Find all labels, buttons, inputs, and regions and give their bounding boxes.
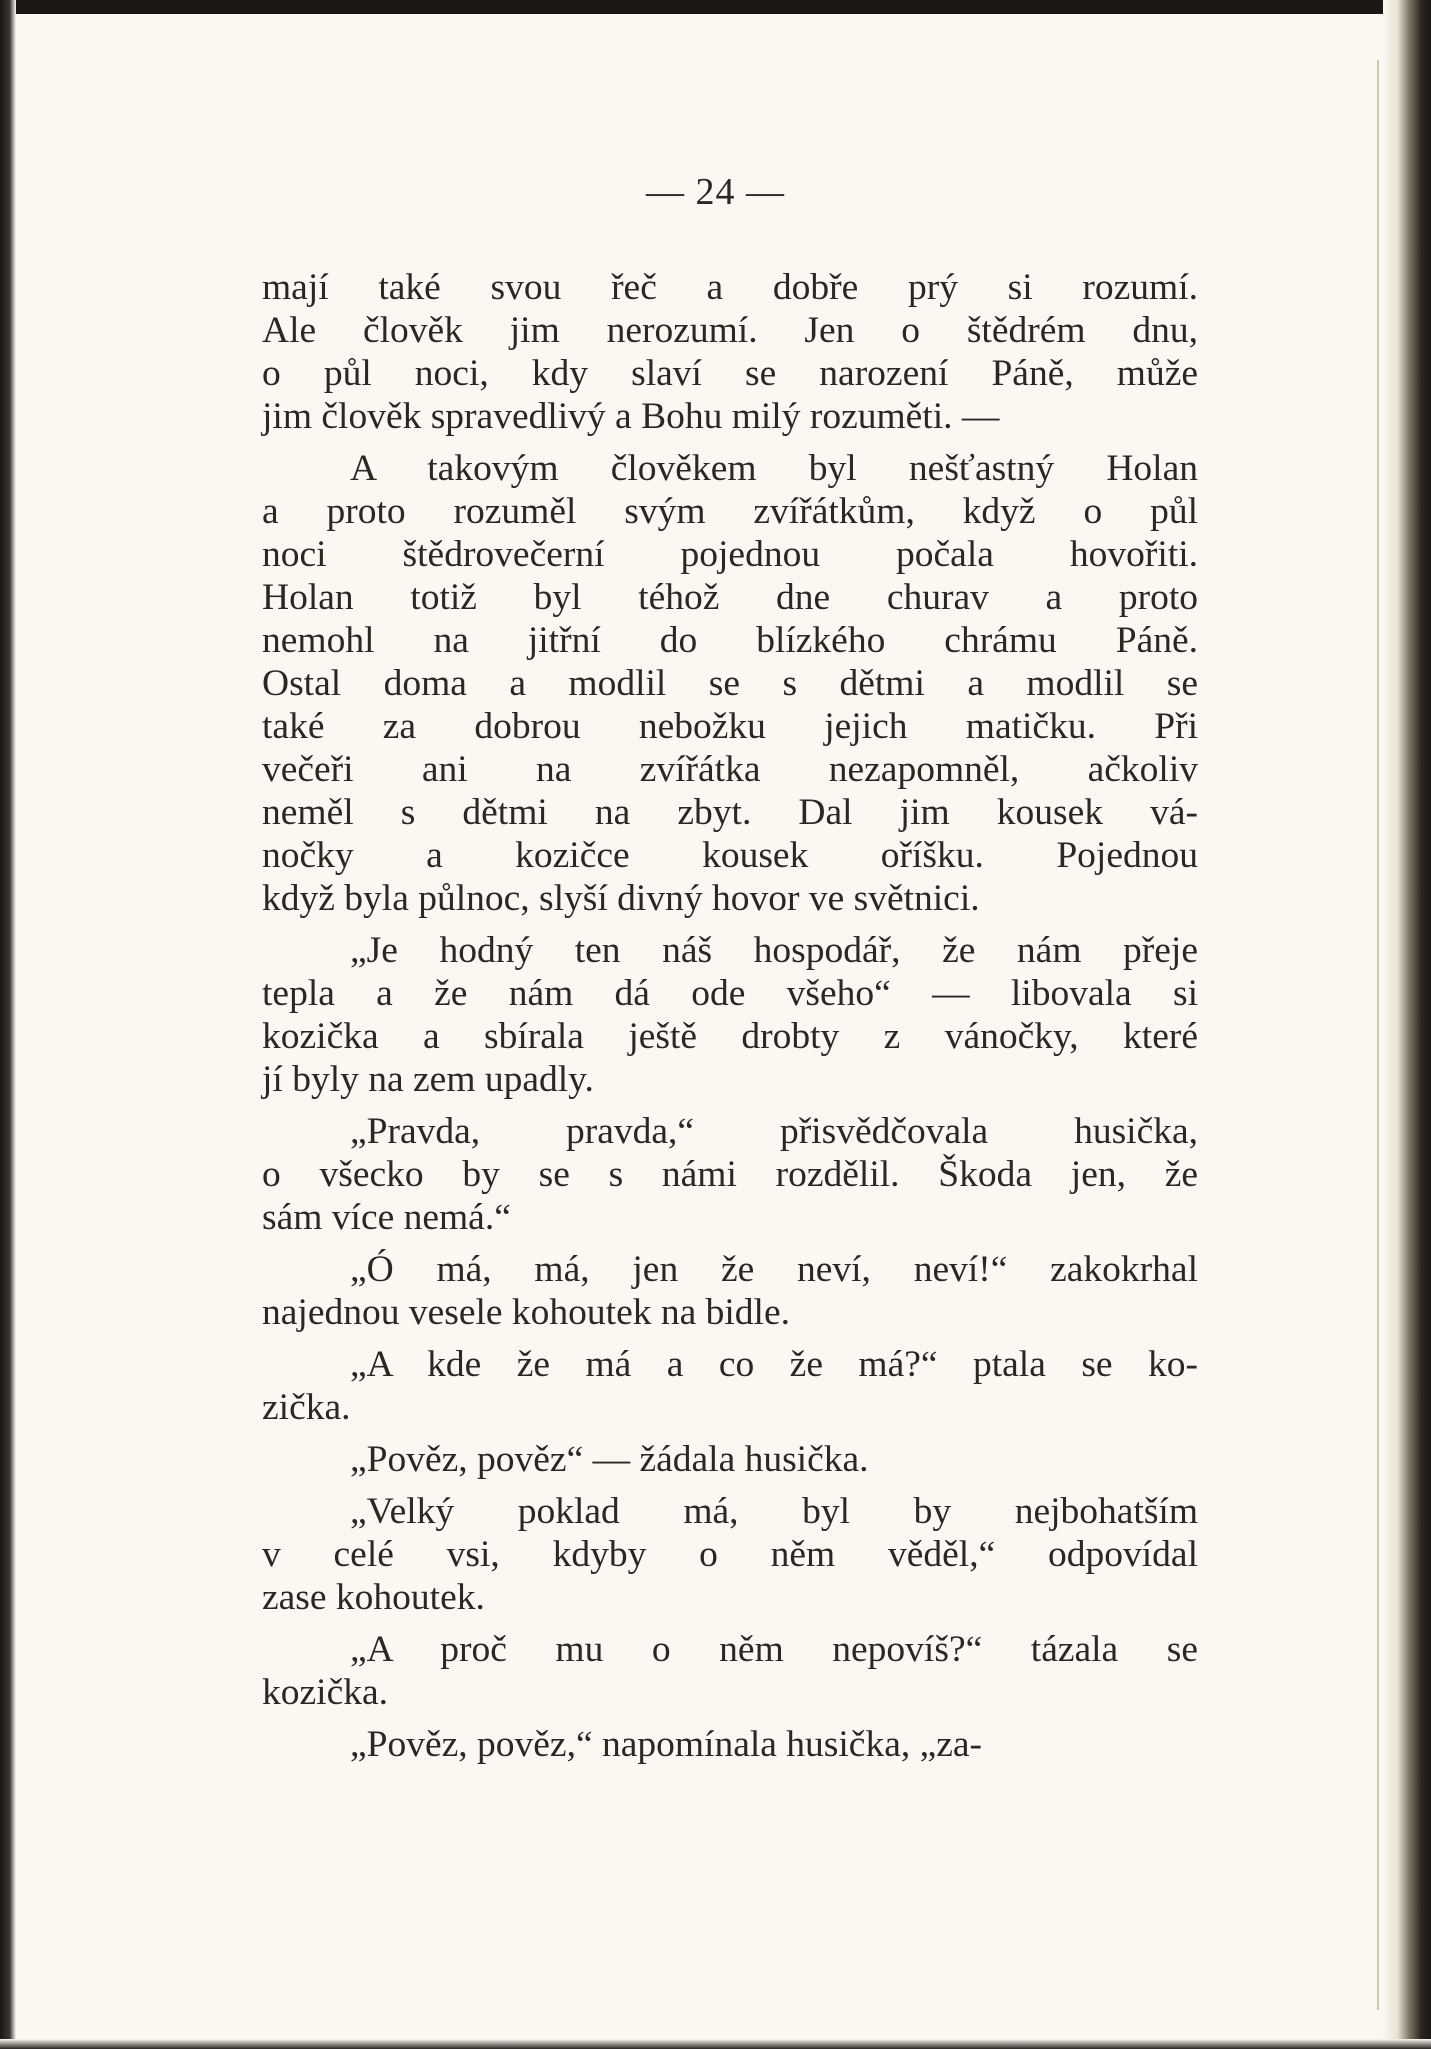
text-line: o půl noci, kdy slaví se narození Páně, může	[262, 353, 1198, 394]
text-line: Holan totiž byl téhož dne churav a proto	[262, 577, 1198, 618]
paragraph	[262, 447, 1198, 920]
text-line: A takovým člověkem byl nešťastný Holan	[350, 448, 1198, 489]
paragraph	[262, 1628, 1198, 1714]
text-line: najednou vesele kohoutek na bidle.	[262, 1292, 790, 1333]
text-line: tepla a že nám dá ode všeho“ — libovala si	[262, 973, 1198, 1014]
text-line: když byla půlnoc, slyší divný hovor ve světnici.	[262, 878, 980, 919]
paragraph	[262, 929, 1198, 1101]
body-text	[262, 266, 1198, 1775]
text-line: také za dobrou nebožku jejich matičku. Při	[262, 706, 1198, 747]
paragraph	[262, 1110, 1198, 1239]
text-line: jí byly na zem upadly.	[262, 1059, 594, 1100]
page-gutter-line	[1377, 60, 1379, 2010]
text-line: večeři ani na zvířátka nezapomněl, ačkoliv	[262, 749, 1198, 790]
text-line: sám více nemá.“	[262, 1197, 511, 1238]
text-line: „Je hodný ten náš hospodář, že nám přeje	[350, 930, 1198, 971]
text-line: „Pověz, pověz,“ napomínala husička, „za-	[350, 1724, 983, 1765]
text-line: „Pravda, pravda,“ přisvědčovala husička,	[350, 1111, 1198, 1152]
text-line: kozička a sbírala ještě drobty z vánočky, které	[262, 1016, 1198, 1057]
page-bottom-edge	[0, 2039, 1431, 2049]
text-line: kozička.	[262, 1672, 388, 1713]
text-line: „Ó má, má, jen že neví, neví!“ zakokrhal	[350, 1249, 1198, 1290]
page-left-edge	[0, 0, 16, 2049]
paragraph	[262, 1438, 1198, 1481]
page-number: — 24 —	[646, 171, 785, 213]
text-line: v celé vsi, kdyby o něm věděl,“ odpovídal	[262, 1534, 1198, 1575]
paragraph	[262, 1490, 1198, 1619]
text-line: „Velký poklad má, byl by nejbohatším	[350, 1491, 1198, 1532]
text-line: neměl s dětmi na zbyt. Dal jim kousek vá-	[262, 792, 1198, 833]
text-line: „Pověz, pověz“ — žádala husička.	[350, 1439, 869, 1480]
paragraph	[262, 1343, 1198, 1429]
page-right-edge	[1383, 0, 1431, 2049]
text-line: Ostal doma a modlil se s dětmi a modlil se	[262, 663, 1198, 704]
text-line: noci štědrovečerní pojednou počala hovořiti.	[262, 534, 1198, 575]
text-line: o všecko by se s námi rozdělil. Škoda jen, že	[262, 1154, 1198, 1195]
text-line: jim člověk spravedlivý a Bohu milý rozuměti. —	[262, 396, 1000, 437]
text-line: zase kohoutek.	[262, 1577, 485, 1618]
text-line: nočky a kozičce kousek oříšku. Pojednou	[262, 835, 1198, 876]
paragraph	[262, 1248, 1198, 1334]
text-line: „A kde že má a co že má?“ ptala se ko-	[350, 1344, 1198, 1385]
page-top-edge	[0, 0, 1431, 14]
text-line: zička.	[262, 1387, 351, 1428]
paragraph	[262, 1723, 1198, 1766]
text-line: mají také svou řeč a dobře prý si rozumí.	[262, 267, 1198, 308]
text-line: a proto rozuměl svým zvířátkům, když o půl	[262, 491, 1198, 532]
text-line: „A proč mu o něm nepovíš?“ tázala se	[350, 1629, 1198, 1670]
text-line: nemohl na jitřní do blízkého chrámu Páně.	[262, 620, 1198, 661]
paragraph	[262, 266, 1198, 438]
text-line: Ale člověk jim nerozumí. Jen o štědrém dnu,	[262, 310, 1198, 351]
